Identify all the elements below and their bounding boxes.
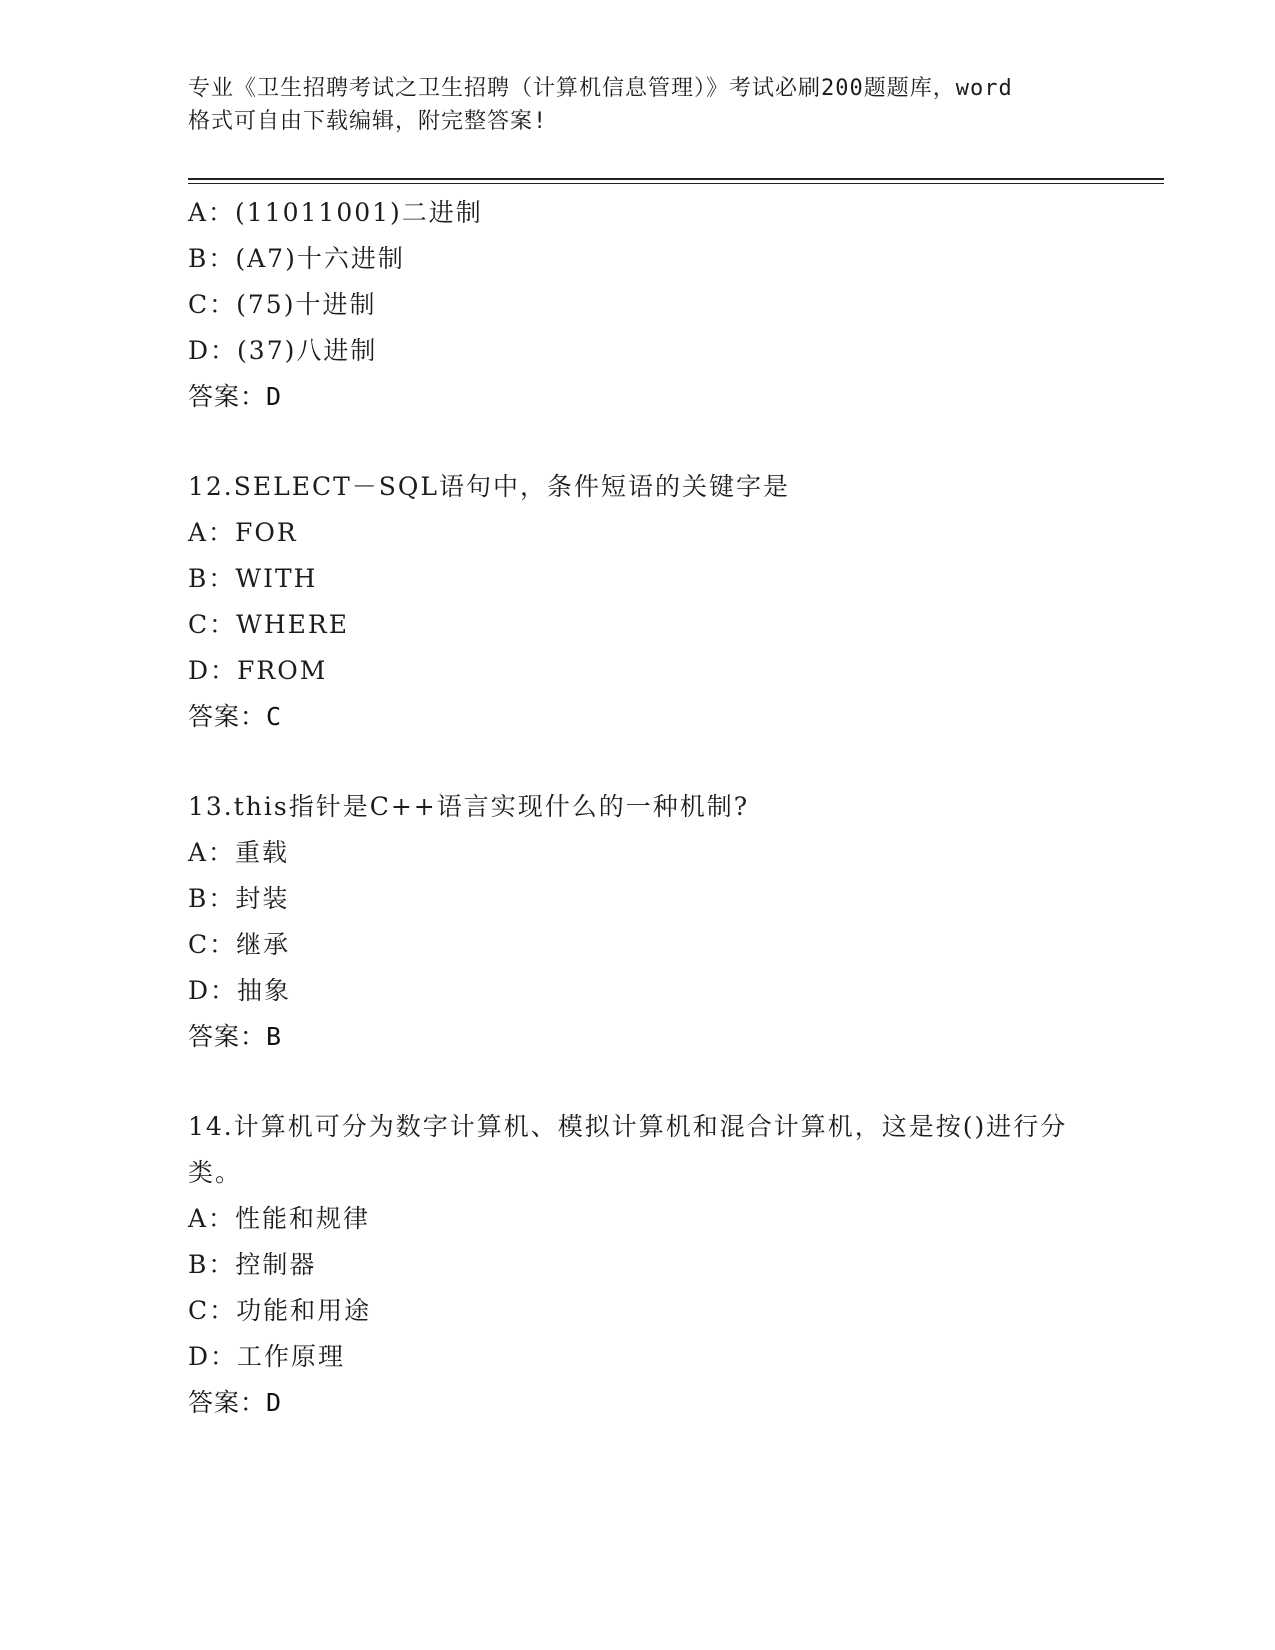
option-b: B：WITH [188, 564, 318, 593]
option-c: C：(75)十进制 [188, 290, 377, 319]
option-b: B：封装 [188, 884, 290, 913]
answer-line: 答案：D [188, 1388, 283, 1417]
answer-line: 答案：D [188, 382, 283, 411]
option-d: D：抽象 [188, 976, 292, 1005]
document-body [188, 190, 1088, 1426]
option-c: C：继承 [188, 930, 291, 959]
option-b: B：(A7)十六进制 [188, 244, 405, 273]
option-c: C：功能和用途 [188, 1296, 372, 1325]
header-divider-thin [188, 183, 1164, 184]
option-a: A：FOR [188, 518, 298, 547]
question-14 [188, 1104, 1088, 1426]
question-12 [188, 464, 1088, 740]
answer-line: 答案：B [188, 1022, 283, 1051]
option-d: D：工作原理 [188, 1342, 346, 1371]
question-text: 12.SELECT－SQL语句中，条件短语的关键字是 [188, 472, 791, 501]
answer-line: 答案：C [188, 702, 283, 731]
question-11 [188, 190, 1088, 420]
question-text: 13.this指针是C++语言实现什么的一种机制? [188, 792, 750, 821]
header-line-1: 专业《卫生招聘考试之卫生招聘（计算机信息管理）》考试必刷200题题库，word [188, 76, 1013, 101]
header-divider [188, 178, 1164, 180]
document-header [188, 72, 1088, 138]
option-d: D：FROM [188, 656, 328, 685]
option-c: C：WHERE [188, 610, 349, 639]
question-text: 14.计算机可分为数字计算机、模拟计算机和混合计算机，这是按()进行分类。 [188, 1112, 1068, 1187]
question-13 [188, 784, 1088, 1060]
option-d: D：(37)八进制 [188, 336, 378, 365]
option-a: A：(11011001)二进制 [188, 198, 483, 227]
option-b: B：控制器 [188, 1250, 317, 1279]
option-a: A：重载 [188, 838, 290, 867]
header-line-2: 格式可自由下载编辑，附完整答案! [188, 109, 548, 134]
option-a: A：性能和规律 [188, 1204, 371, 1233]
